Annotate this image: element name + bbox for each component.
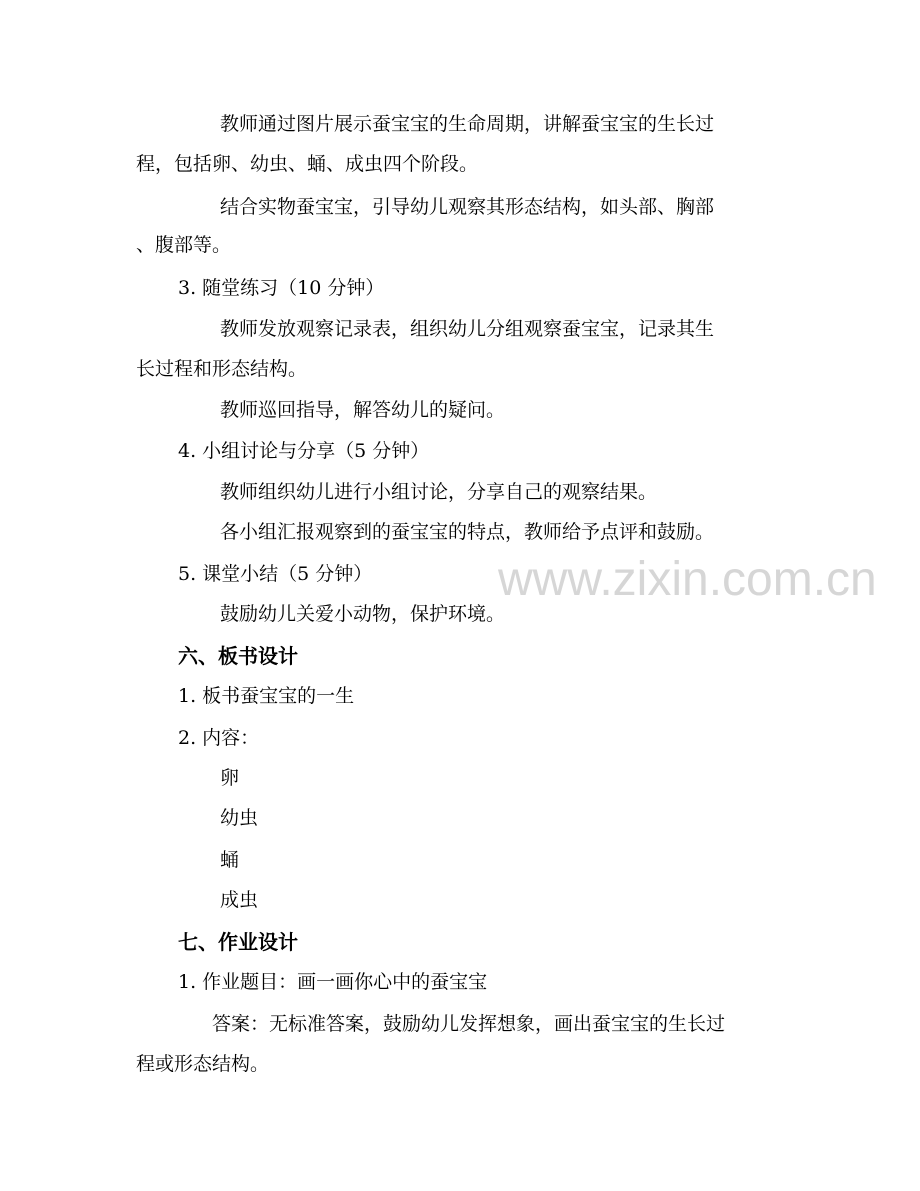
list-item: 1. 作业题目：画一画你心中的蚕宝宝 [178,971,488,993]
stage-item: 蛹 [220,849,240,871]
step-title: 4. 小组讨论与分享（5 分钟） [178,440,430,462]
paragraph-line: 、腹部等。 [136,234,232,256]
step-title: 3. 随堂练习（10 分钟） [178,277,385,299]
section-heading: 六、板书设计 [178,644,298,668]
stage-item: 成虫 [220,889,259,911]
paragraph-line: 答案：无标准答案，鼓励幼儿发挥想象，画出蚕宝宝的生长过 [212,1013,726,1035]
paragraph-line: 结合实物蚕宝宝，引导幼儿观察其形态结构，如头部、胸部 [220,196,715,218]
paragraph-line: 教师发放观察记录表，组织幼儿分组观察蚕宝宝，记录其生 [220,318,715,340]
paragraph-line: 教师组织幼儿进行小组讨论，分享自己的观察结果。 [220,481,658,503]
stage-item: 幼虫 [220,807,259,829]
paragraph-line: 程，包括卵、幼虫、蛹、成虫四个阶段。 [136,153,479,175]
paragraph-line: 鼓励幼儿关爱小动物，保护环境。 [220,603,506,625]
stage-item: 卵 [220,767,240,789]
paragraph-line: 教师巡回指导，解答幼儿的疑问。 [220,399,506,421]
list-item: 1. 板书蚕宝宝的一生 [178,685,355,707]
paragraph-line: 教师通过图片展示蚕宝宝的生命周期，讲解蚕宝宝的生长过 [220,113,715,135]
list-item: 2. 内容： [178,727,260,749]
watermark: www.zixin.com.cn [498,553,877,606]
paragraph-line: 各小组汇报观察到的蚕宝宝的特点，教师给予点评和鼓励。 [220,521,715,543]
step-title: 5. 课堂小结（5 分钟） [178,563,373,585]
paragraph-line: 长过程和形态结构。 [136,358,308,380]
section-heading: 七、作业设计 [178,930,298,954]
paragraph-line: 程或形态结构。 [136,1053,270,1075]
